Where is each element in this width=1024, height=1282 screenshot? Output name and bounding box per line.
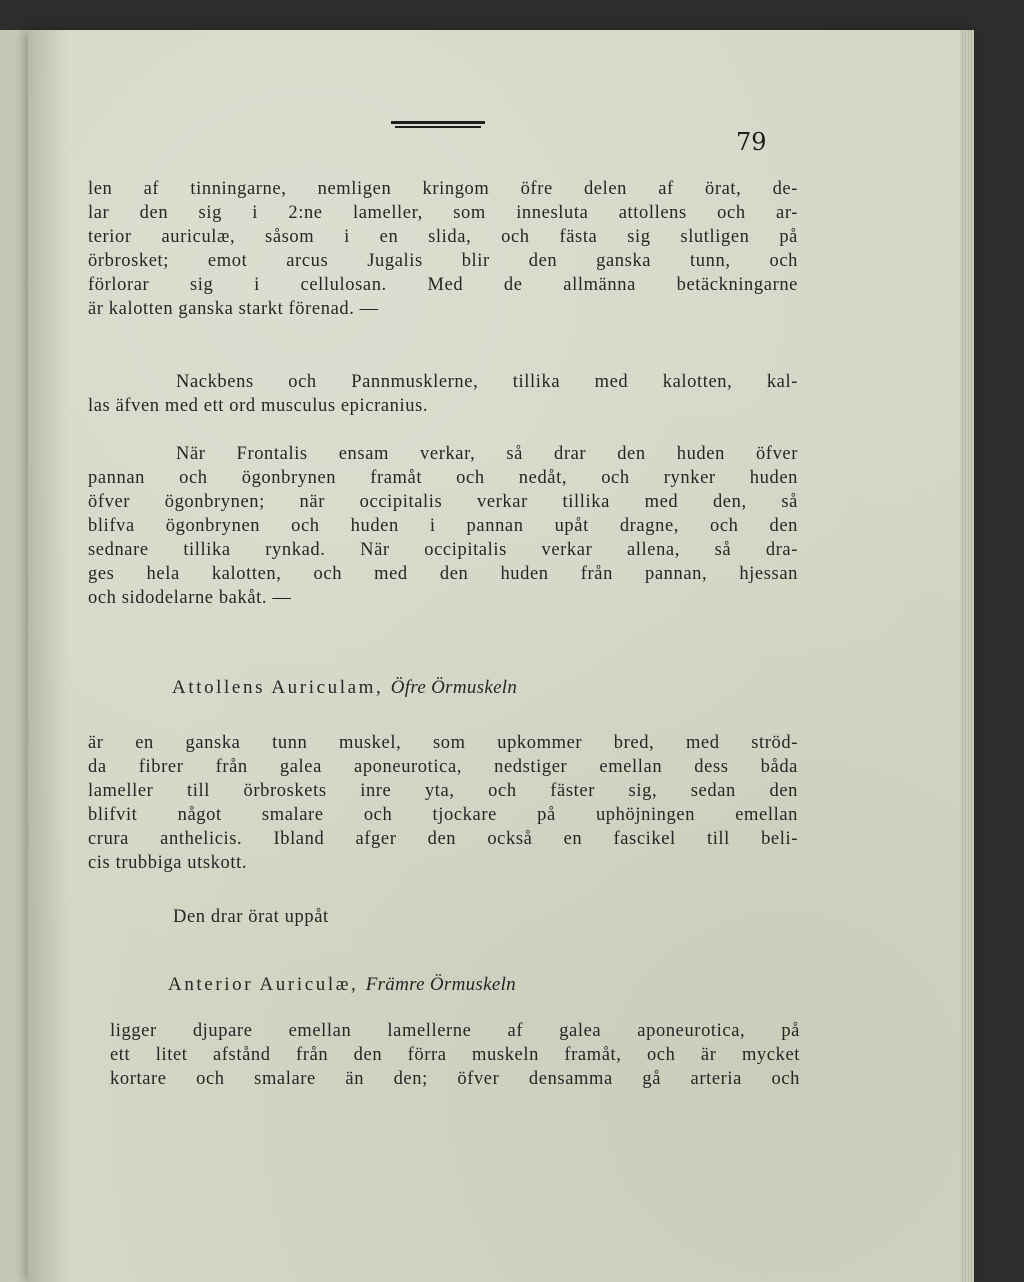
- text-line: Nackbens och Pannmusklerne, tillika med kalotten, kal-: [176, 372, 798, 392]
- text-line: pannan och ögonbrynen framåt och nedåt, och rynker huden: [88, 468, 798, 488]
- text-line: är en ganska tunn muskel, som upkommer bred, med ströd-: [88, 733, 798, 753]
- text-line: örbrosket; emot arcus Jugalis blir den ganska tunn, och: [88, 251, 798, 271]
- text-line: crura anthelicis. Ibland afger den också en fascikel till beli-: [88, 829, 798, 849]
- page-stack-edges: [960, 30, 974, 1282]
- text-line: öfver ögonbrynen; när occipitalis verkar tillika med den, så: [88, 492, 798, 512]
- page-number: 79: [736, 128, 767, 156]
- heading-latin: Anterior Auriculæ,: [168, 974, 359, 995]
- text-line: terior auriculæ, såsom i en slida, och fästa sig slutligen på: [88, 227, 798, 247]
- text-line: lameller till örbroskets inre yta, och fäster sig, sedan den: [88, 781, 798, 801]
- spine-shadow: [28, 30, 68, 1282]
- text-line: förlorar sig i cellulosan. Med de allmänna betäckningarne: [88, 275, 798, 295]
- text-line: blifva ögonbrynen och huden i pannan upåt dragne, och den: [88, 516, 798, 536]
- text-line: och sidodelarne bakåt. —: [88, 588, 292, 608]
- text-line: ett litet afstånd från den förra muskeln framåt, och är mycket: [110, 1045, 800, 1065]
- header-ornament: [391, 121, 485, 131]
- text-line: är kalotten ganska starkt förenad. —: [88, 299, 379, 319]
- text-line: Den drar örat uppåt: [173, 907, 329, 927]
- heading-latin: Attollens Auriculam,: [172, 677, 384, 698]
- text-line: las äfven med ett ord musculus epicranius.: [88, 396, 429, 416]
- section-heading: [172, 676, 517, 700]
- heading-swedish: Öfre Örmuskeln: [390, 677, 518, 698]
- text-line: len af tinningarne, nemligen kringom öfre delen af örat, de-: [88, 179, 798, 199]
- text-line: da fibrer från galea aponeurotica, nedstiger emellan dess båda: [88, 757, 798, 777]
- text-line: sednare tillika rynkad. När occipitalis verkar allena, så dra-: [88, 540, 798, 560]
- heading-swedish: Främre Örmuskeln: [365, 974, 516, 995]
- text-line: blifvit något smalare och tjockare på uphöjningen emellan: [88, 805, 798, 825]
- text-line: När Frontalis ensam verkar, så drar den huden öfver: [176, 444, 798, 464]
- text-line: ges hela kalotten, och med den huden från pannan, hjessan: [88, 564, 798, 584]
- text-line: ligger djupare emellan lamellerne af galea aponeurotica, på: [110, 1021, 800, 1041]
- section-heading: [168, 973, 516, 997]
- text-line: cis trubbiga utskott.: [88, 853, 248, 873]
- text-line: kortare och smalare än den; öfver densamma gå arteria och: [110, 1069, 800, 1089]
- text-line: lar den sig i 2:ne lameller, som innesluta attollens och ar-: [88, 203, 798, 223]
